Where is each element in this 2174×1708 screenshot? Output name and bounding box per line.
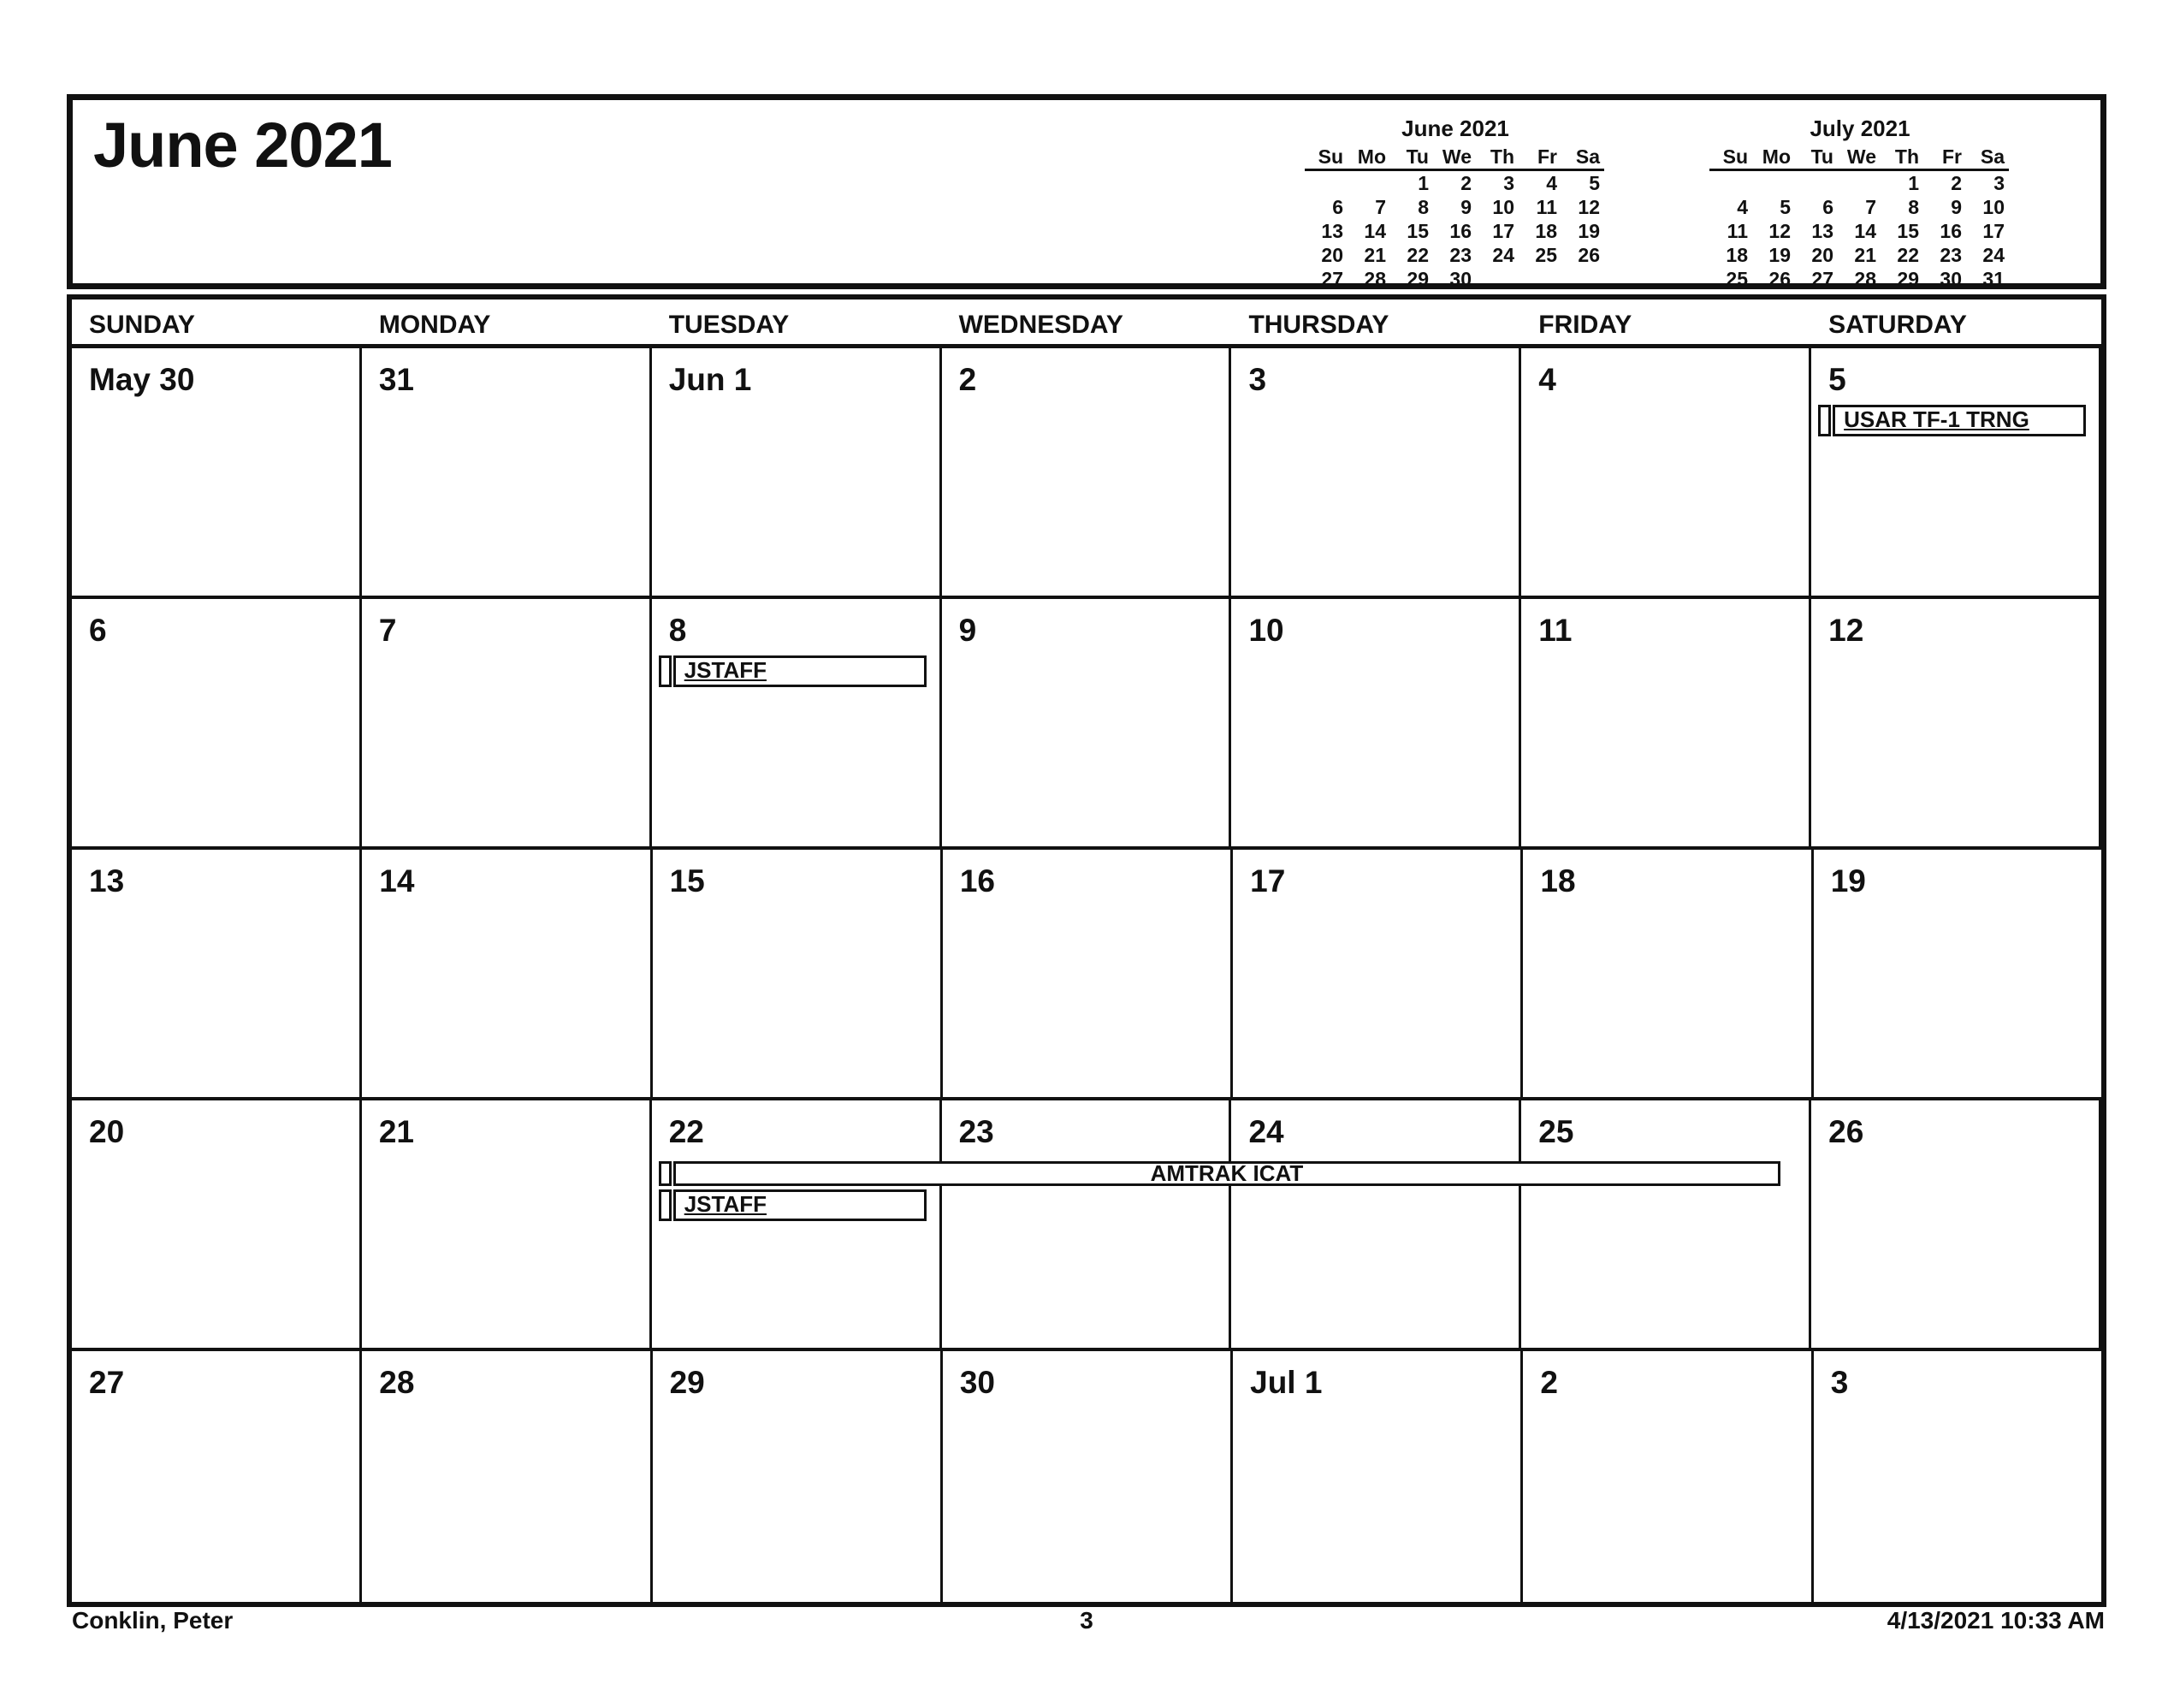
day-cell: [942, 599, 1232, 846]
mini-day: 10: [1982, 196, 2005, 218]
week-row: [72, 599, 2101, 850]
mini-day: 22: [1897, 244, 1919, 266]
day-cell: [1231, 599, 1521, 846]
day-cell: [362, 1351, 652, 1603]
mini-day: 16: [1940, 220, 1962, 242]
mini-day: [1519, 267, 1561, 291]
date-label: 24: [1248, 1114, 1284, 1149]
day-cell: [1521, 1100, 1811, 1348]
page-title: June 2021: [93, 110, 392, 181]
mini-day: 11: [1727, 220, 1748, 242]
date-label: 22: [668, 1114, 704, 1149]
date-label: 16: [959, 863, 995, 898]
day-cell: [652, 1100, 942, 1348]
mini-day: 12: [1578, 196, 1600, 218]
weeks-container: [72, 348, 2101, 1603]
mini-day: 8: [1908, 196, 1919, 218]
mini-weekday-header: Sa: [1966, 145, 2009, 171]
day-cell: [1231, 1100, 1521, 1348]
mini-day: 5: [1780, 196, 1791, 218]
date-label: 23: [958, 1114, 994, 1149]
mini-day: 23: [1449, 244, 1472, 266]
day-cell: [72, 599, 362, 846]
mini-calendar-grid: [1709, 145, 2011, 291]
date-label: 29: [669, 1365, 705, 1400]
day-cell: [1811, 599, 2101, 846]
event-continuation-stub: [659, 655, 672, 687]
date-label: 3: [1830, 1365, 1849, 1400]
mini-day: 8: [1418, 196, 1429, 218]
mini-day: 24: [1982, 244, 2005, 266]
date-label: 6: [89, 613, 107, 648]
day-cell: [72, 850, 362, 1097]
mini-day: 15: [1897, 220, 1919, 242]
mini-day: 7: [1375, 196, 1386, 218]
footer-page-number: 3: [1080, 1607, 1093, 1634]
date-label: 28: [379, 1365, 415, 1400]
mini-day: 14: [1854, 220, 1876, 242]
mini-day: 27: [1321, 268, 1343, 290]
mini-day: 25: [1726, 268, 1748, 290]
mini-day: 20: [1811, 244, 1833, 266]
page-footer: [67, 1607, 2106, 1641]
day-cell: [653, 1351, 943, 1603]
date-label: 10: [1248, 613, 1284, 648]
mini-day: 11: [1536, 196, 1557, 218]
day-cell: [1521, 348, 1811, 596]
date-label: 19: [1830, 863, 1866, 898]
event-label: AMTRAK ICAT: [673, 1161, 1780, 1186]
date-label: 5: [1828, 362, 1846, 397]
date-label: May 30: [89, 362, 195, 397]
mini-day: 14: [1364, 220, 1386, 242]
mini-weekday-header: Th: [1881, 145, 1923, 171]
mini-day: 24: [1492, 244, 1514, 266]
date-label: 2: [1540, 1365, 1558, 1400]
mini-day: 15: [1407, 220, 1429, 242]
mini-day: 9: [1460, 196, 1472, 218]
date-label: 9: [958, 613, 977, 648]
week-row: [72, 850, 2101, 1100]
date-label: 15: [669, 863, 705, 898]
mini-weekday-header: Sa: [1561, 145, 1604, 171]
mini-day: 21: [1364, 244, 1386, 266]
week-row: [72, 1100, 2101, 1351]
day-cell: [1521, 599, 1811, 846]
mini-day: 2: [1951, 172, 1962, 194]
event-label: JSTAFF: [673, 1189, 927, 1221]
date-label: 2: [958, 362, 977, 397]
day-cell: [1233, 1351, 1523, 1603]
mini-weekday-header: Mo: [1752, 145, 1795, 171]
mini-day: 20: [1321, 244, 1343, 266]
event: [1818, 405, 2086, 436]
day-cell: [362, 348, 652, 596]
mini-day: [1348, 171, 1390, 195]
day-cell: [942, 348, 1232, 596]
mini-calendar-title: July 2021: [1810, 116, 1910, 141]
mini-day: 13: [1811, 220, 1833, 242]
weekday-header: SUNDAY: [89, 311, 195, 339]
weekday-header-row: [72, 299, 2101, 348]
weekday-header: THURSDAY: [1248, 311, 1389, 339]
date-label: Jun 1: [668, 362, 752, 397]
date-label: 11: [1538, 613, 1573, 648]
mini-weekday-header: Tu: [1390, 145, 1433, 171]
mini-day: 28: [1854, 268, 1876, 290]
mini-calendar-june: [1305, 116, 1606, 291]
day-cell: [1814, 850, 2101, 1097]
mini-day: 17: [1492, 220, 1514, 242]
mini-day: 19: [1578, 220, 1600, 242]
mini-calendar-grid: [1305, 145, 1606, 291]
mini-day: 3: [1503, 172, 1514, 194]
week-row: [72, 1351, 2101, 1603]
month-grid: [67, 294, 2106, 1607]
date-label: 13: [89, 863, 125, 898]
day-cell: [72, 1351, 362, 1603]
weekday-header: SATURDAY: [1828, 311, 1967, 339]
weekday-header: MONDAY: [378, 311, 491, 339]
date-label: 30: [959, 1365, 995, 1400]
mini-day: 3: [1993, 172, 2005, 194]
mini-day: 25: [1535, 244, 1557, 266]
date-label: 18: [1540, 863, 1576, 898]
mini-day: [1561, 267, 1604, 291]
mini-weekday-header: We: [1838, 145, 1881, 171]
mini-day: 13: [1321, 220, 1343, 242]
mini-day: [1795, 171, 1838, 195]
day-cell: [362, 850, 652, 1097]
day-cell: [943, 850, 1233, 1097]
date-label: 12: [1828, 613, 1864, 648]
mini-day: 19: [1768, 244, 1791, 266]
mini-day: 27: [1811, 268, 1833, 290]
mini-day: 7: [1865, 196, 1876, 218]
mini-day: 26: [1768, 268, 1791, 290]
weekday-header: TUESDAY: [668, 311, 790, 339]
day-cell: [1233, 850, 1523, 1097]
day-cell: [1811, 348, 2101, 596]
week-row: [72, 348, 2101, 599]
mini-day: 28: [1364, 268, 1386, 290]
mini-day: 5: [1589, 172, 1600, 194]
mini-day: 21: [1854, 244, 1876, 266]
mini-day: 9: [1951, 196, 1962, 218]
day-cell: [1523, 850, 1813, 1097]
mini-day: 1: [1418, 172, 1429, 194]
day-cell: [1231, 348, 1521, 596]
weekday-header: WEDNESDAY: [958, 311, 1123, 339]
mini-day: 2: [1460, 172, 1472, 194]
day-cell: [1814, 1351, 2101, 1603]
event-label: JSTAFF: [673, 655, 927, 687]
date-label: 14: [379, 863, 415, 898]
mini-weekday-header: Fr: [1923, 145, 1966, 171]
date-label: 3: [1248, 362, 1267, 397]
mini-day: [1305, 171, 1348, 195]
mini-day: 30: [1449, 268, 1472, 290]
mini-day: [1476, 267, 1519, 291]
mini-calendar-july: [1709, 116, 2011, 291]
mini-day: 30: [1940, 268, 1962, 290]
day-cell: [72, 1100, 362, 1348]
date-label: 7: [378, 613, 397, 648]
date-label: 20: [89, 1114, 125, 1149]
mini-day: 22: [1407, 244, 1429, 266]
date-label: 8: [668, 613, 687, 648]
date-label: 17: [1250, 863, 1286, 898]
mini-weekday-header: Th: [1476, 145, 1519, 171]
mini-day: 10: [1492, 196, 1514, 218]
mini-day: 31: [1982, 268, 2005, 290]
date-label: 4: [1538, 362, 1556, 397]
mini-day: 18: [1726, 244, 1748, 266]
day-cell: [652, 599, 942, 846]
event: [659, 655, 927, 687]
day-cell: [1811, 1100, 2101, 1348]
day-cell: [652, 348, 942, 596]
mini-calendar-title: June 2021: [1401, 116, 1509, 141]
date-label: 31: [378, 362, 415, 397]
mini-weekday-header: Su: [1305, 145, 1348, 171]
mini-day: [1838, 171, 1881, 195]
date-label: 27: [89, 1365, 125, 1400]
mini-day: 4: [1737, 196, 1748, 218]
calendar-header: [67, 94, 2106, 289]
footer-owner-name: Conklin, Peter: [72, 1607, 234, 1634]
date-label: 26: [1828, 1114, 1864, 1149]
mini-weekday-header: We: [1433, 145, 1476, 171]
day-cell: [943, 1351, 1233, 1603]
event: [659, 1189, 927, 1221]
mini-day: 6: [1822, 196, 1833, 218]
date-label: Jul 1: [1250, 1365, 1323, 1400]
day-cell: [72, 348, 362, 596]
mini-day: 18: [1535, 220, 1557, 242]
event-continuation-stub: [659, 1161, 672, 1186]
mini-weekday-header: Mo: [1348, 145, 1390, 171]
mini-day: 1: [1908, 172, 1919, 194]
span-event: [659, 1161, 1780, 1186]
day-cell: [362, 1100, 652, 1348]
event-label: USAR TF-1 TRNG: [1833, 405, 2086, 436]
day-cell: [942, 1100, 1232, 1348]
mini-day: 26: [1578, 244, 1600, 266]
weekday-header: FRIDAY: [1538, 311, 1632, 339]
date-label: 25: [1538, 1114, 1574, 1149]
footer-print-timestamp: 4/13/2021 10:33 AM: [1887, 1607, 2105, 1634]
day-cell: [1523, 1351, 1813, 1603]
mini-weekday-header: Su: [1709, 145, 1752, 171]
event-continuation-stub: [659, 1189, 672, 1221]
date-label: 21: [378, 1114, 415, 1149]
mini-day: 6: [1332, 196, 1343, 218]
day-cell: [653, 850, 943, 1097]
mini-day: 17: [1982, 220, 2005, 242]
mini-day: [1752, 171, 1795, 195]
mini-day: 23: [1940, 244, 1962, 266]
mini-day: 12: [1768, 220, 1791, 242]
mini-day: 4: [1546, 172, 1557, 194]
mini-day: 29: [1407, 268, 1429, 290]
mini-day: 29: [1897, 268, 1919, 290]
mini-day: 16: [1449, 220, 1472, 242]
event-continuation-stub: [1818, 405, 1831, 436]
mini-weekday-header: Tu: [1795, 145, 1838, 171]
mini-day: [1709, 171, 1752, 195]
day-cell: [362, 599, 652, 846]
mini-weekday-header: Fr: [1519, 145, 1561, 171]
